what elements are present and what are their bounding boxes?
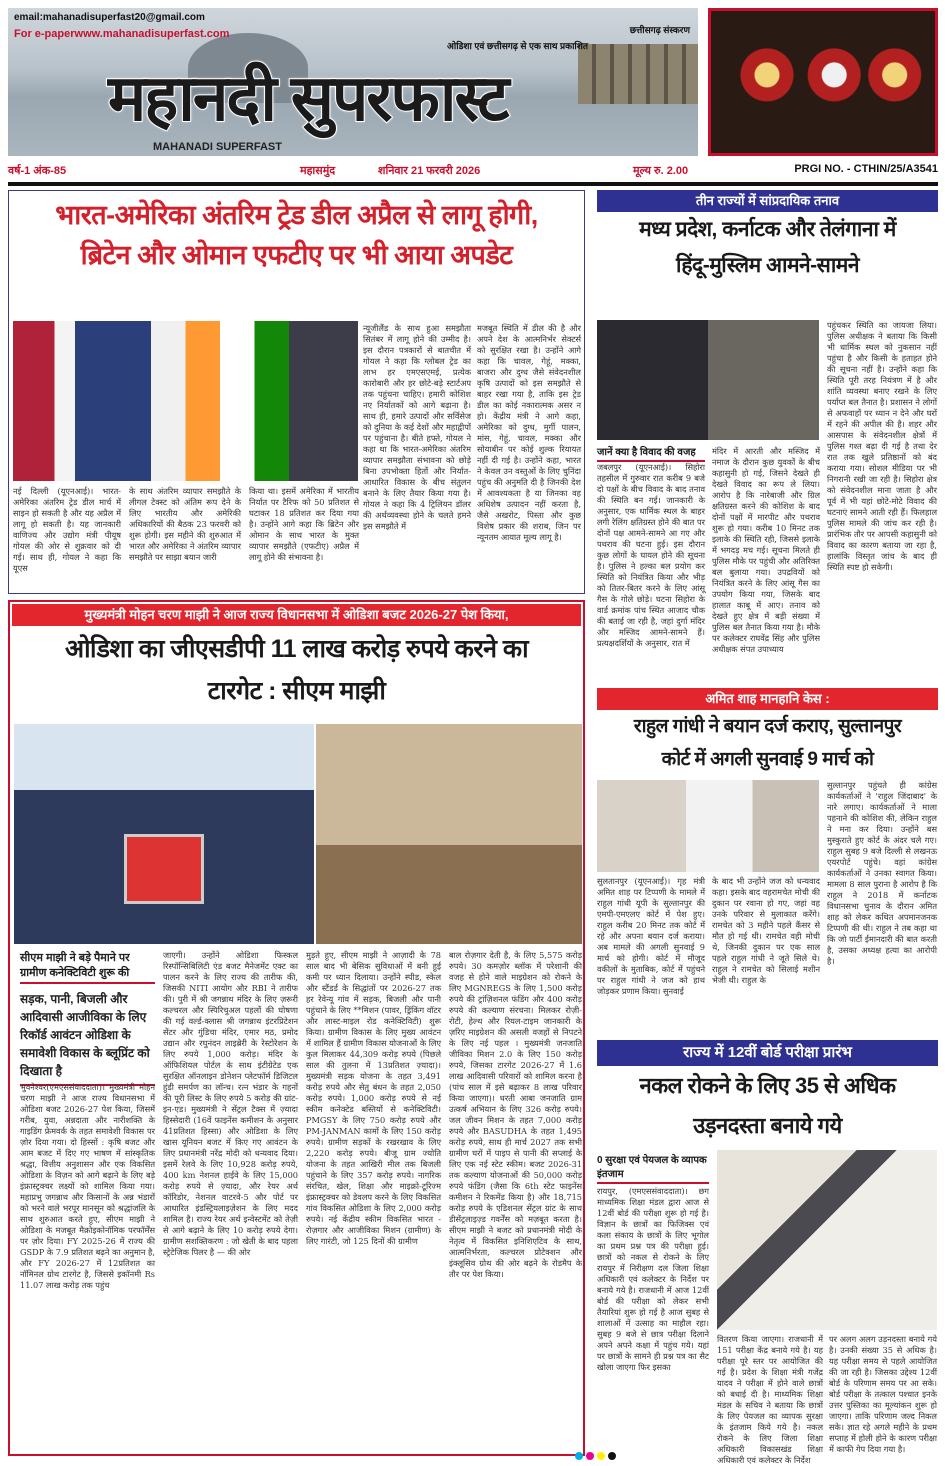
budget-briefcase [124,834,204,904]
registration-dot-cyan [575,1452,583,1460]
subheading-block [20,950,155,984]
prgi-number: PRGI NO. - CTHIN/25/A3541 [794,163,938,175]
subheading-line: सीएम माझी ने बड़े पैमाने पर [20,952,130,964]
header-rule [8,182,938,186]
subheading: 0 सुरक्षा एवं पेयजल के व्यापक इंतजाम [597,1152,709,1184]
city: महासमुंद [300,165,336,177]
masthead-dam-image [578,44,698,104]
article-column: पहुंचकर स्थिति का जायजा लिया। पुलिस अधीक्षक ने बताया कि किसी भी धार्मिक स्थल को नुकसान नहीं पहुंचा है और किसी के हताहत होने की सूचना नहीं है। उन्होंने कहा कि स्थिति पूरी तरह नियंत्रण में है और शांति व्यवस्था बनाए रखने के लिए पर्याप्त बल तैनात है। प्रशासन ने लोगों से अफवाहों पर ध्यान न देने और घरों में रहने की अपील की है। शहर और आसपास के संवेदनशील क्षेत्रों में पुलिस गश्त बढ़ा दी गई है तथा देर रात तक खुले प्रतिष्ठानों को बंद कराया गया। सोशल मीडिया पर भी निगरानी रखी जा रही है। सिहोरा क्षेत्र को संवेदनशील माना जाता है और पूर्व में भी यहां छोटे-मोटे विवाद की घटनाएं सामने आती रही हैं। फिलहाल पुलिस मामले की जांच कर रही है। प्रारंभिक तौर पर आपसी कहासुनी को विवाद का कारण बताया जा रहा है, हालांकि विस्तृत जांच के बाद ही स्थिति स्पष्ट हो सकेगी। [827,320,937,572]
article-column: भुवनेश्वर(एमएससंवाददाता)। मुख्यमंत्री मोहन चरण माझी ने आज राज्य विधानसभा में ओडिशा बजट 2026-27 पेश किया, जिसमें गरीब, युवा, अन्नदाता और नारीशक्ति के गाइडिंग फ्रेमवर्क के तहत समावेशी विकास पर ज़ोर दिया गया। दो हिस्सों : कृषि बजट और आम बजट में दिए गए भाषण में सांस्कृतिक श्रद्धा, वित्तीय अनुशासन और एक विकसित ओडिशा के विज़न को आगे बढ़ाने के लिए बड़े इंफ्रास्ट्रक्चर लक्ष्यों को शामिल किया गया। महाप्रभु जगन्नाथ और किसानों के अन्न भंडारों को भरने वाले भरपूर मानसून को श्रद्धांजलि के साथ शुरुआत करते हुए, सीएम माझी ने ओडिशा के मजबूत मैक्रोइकोनॉमिक परफॉर्मेंस पर ज़ोर दिया। FY 2025-26 में राज्य की GSDP के 7.9 प्रतिशत बढ़ने का अनुमान है, और FY 2026-27 में 12प्रतिशत का नॉमिनल ग्रोथ टारगेट है, जिससे इकॉनमी Rs 11.07 लाख करोड़ तक पहुंच [20,1082,155,1290]
pull-quote: सड़क, पानी, बिजली और आदिवासी आजीविका के लिए रिकॉर्ड आवंटन ओडिशा के समावेशी विकास के ब्लूप्रिंट को दिखाता है [20,990,155,1086]
article-column: बाल रोज़गार देती है, के लिए 5,575 करोड़ रुपये। 30 कमज़ोर ब्लॉक में परेशानी की वजह से होने वाले माइग्रेशन को रोकने के लिए MGNREGS के लिए 1,500 करोड़ रुपये की ट्रांज़िशनल फंडिंग और 400 करोड़ रुपये की कल्याण संरचना। मिलकर रोज़ी-रोटी, हेल्थ और रियल-टाइम जानकारी के ज़रिए माइग्रेशन की असली वजहों से निपटने के लिए नई पहल । मुख्यमंत्री जनजाति जीविका मिशन 2.0 के लिए 150 करोड़ रुपये, जिसका टारगेट 2026-27 में 1.6 लाख आदिवासी परिवारों को शामिल करना है (पांच साल में इसे बढ़ाकर 8 लाख परिवार किया जाएगा)। धरती आबा जनजाति ग्राम उत्कर्ष अभियान के लिए 326 करोड़ रुपये। जल जीवन मिशन के तहत 7,000 करोड़ रुपये और BASUDHA के तहत 1,495 करोड़ रुपये, साथ ही मार्च 2027 तक सभी ग्रामीण घरों में पाइप से पानी की सप्लाई के लिए एक नई स्टेट स्कीम। बजट 2026-31 तक कल्याण योजनाओं की 50,000 करोड़ रुपये फंडिंग (जैसा कि 6th स्टेट फाइनेंस कमीशन ने रिकमेंड किया है) और 18,715 करोड़ रुपये के एडिशनल सेंट्रल ग्रांट के साथ डीसेंट्रलाइज़्ड गवर्नेंस को मज़बूत करता है। सीएम माझी ने बजट को प्रधानमंत्री मोदी के नेतृत्व में विकसित इनिशिएटिव के साथ, आत्मनिर्भरता, कल्चरल प्रोटेक्शन और इंक्लूसिव ग्रोथ की ओर बढ़ने के रोडमैप के तौर पर पेश किया। [449,950,582,1279]
assembly-photo [316,724,582,944]
info-bar [8,160,938,180]
headline-line: हिंदू-मुस्लिम आमने-सामने [675,254,860,277]
headline-line: कोर्ट में अगली सुनवाई 9 मार्च को [661,749,874,770]
volume-issue: वर्ष-1 अंक-85 [8,165,67,177]
rahul-gandhi-photo [597,780,819,872]
story-communal-tension [597,190,938,678]
registration-dot-magenta [586,1452,594,1460]
epaper-link[interactable]: For e-paperwww.mahanadisuperfast.com [14,28,230,40]
headline-line: ओडिशा का जीएसडीपी 11 लाख करोड़ रुपये करने का [64,635,529,663]
exam-hall-photo [717,1150,937,1330]
article-column: मंदिर में आरती और मस्जिद में नमाज के दौरान कुछ युवकों के बीच कहासुनी हो गई, जिसने देखते ही देखते विवाद का रूप ले लिया। आरोप है कि नारेबाजी और ग्रिल क्षतिग्रस्त करने की कोशिश के बाद दोनों पक्षों में मारपीट और पथराव शुरू हो गया। करीब 10 मिनट तक इलाके की स्थिति रही, जिससे इलाके में भगदड़ मच गई। सूचना मिलते ही पुलिस मौके पर पहुंची और अतिरिक्त बल बुलाया गया। उपद्रवियों को नियंत्रित करने के लिए आंसू गैस का उपयोग किया गया, जिसके बाद हालात काबू में आए। तनाव को देखते हुए क्षेत्र में बड़ी संख्या में पुलिस बल तैनात किया गया है। मौके पर कलेक्टर राघवेंद्र सिंह और पुलिस अधीक्षक संपत उपाध्याय [712,446,820,654]
article-column: के बाद भी उन्होंने जज को धन्यवाद कहा। इसके बाद वहरामचेत मोची की दुकान पर रवाना हो गए, जहां वह उनके परिवार से मुलाकात करेंगे। रामचेत को 3 महीने पहले कैंसर से मौत हो गई थी। रामचेत वही मोची थे, जिनकी दुकान पर एक साल पहले राहुल गांधी ने जूते सिले थे। राहुल ने रामचेत को सिलाई मशीन भेजी थी। राहुल के [712,876,820,985]
newspaper-logo: महानदी सुपरफास्ट [108,62,508,134]
headline-line: उड़नदस्ता बनाये गये [693,1113,842,1138]
email-address[interactable]: email:mahanadisuperfast20@gmail.com [14,12,205,23]
clash-photo [597,320,819,440]
headline-line: नकल रोकने के लिए 35 से अधिक [639,1073,896,1098]
story-trade-deal [8,190,585,594]
article-column: रायपुर, (एमएससंवाददाता)। छग माध्यमिक शिक्षा मंडल द्वारा आज से 12वीं बोर्ड की परीक्षा शुरू हो गई है। विज्ञान के छात्रों का फिजिक्स एवं कला संकाय के छात्रों के लिए भूगोल का प्रथम प्रश्न पत्र की परीक्षा हुई। छात्रों को नकल से रोकने के लिए रायपुर में निरीक्षण दल जिला शिक्षा अधिकारी एवं कलेक्टर के निर्देश पर बनाये गये है। राजधानी में आज 12वीं बोर्ड की परीक्षा को लेकर सभी तैयारियां शुरू हो गई है आज सुबह से शालाओं में उत्साह का माहौल रहा। सुबह 9 बजे से छात्र परीक्षा दिलाने अपने अपने कक्षा में पहुंच गये। यहां पर छात्रों के सामने ही प्रश्न पत्र का सैट खोला जाएगा फिर इसका [597,1186,709,1372]
registration-dot-yellow [597,1452,605,1460]
story-odisha-budget [8,600,585,1456]
trade-deal-photo [13,321,358,481]
publication-date: शनिवार 21 फरवरी 2026 [378,165,481,177]
tagline: ओडिशा एवं छत्तीसगढ़ से एक साथ प्रकाशित [447,41,588,51]
article-column: वितरण किया जाएगा। राजधानी में 151 परीक्षा केंद्र बनाये गये है। यह परीक्षा पूरे स्तर पर आयोजित की गई है। प्रदेश के शिक्षा मंत्री गजेंद्र यादव ने परीक्षा में होने वाले छात्रों को बधाई दी है। माध्यमिक शिक्षा मंडल के सचिव ने बताया कि छात्रों के लिए पेयजल का व्यापक सुरक्षा के इंतजाम किये गये है। नकल रोकने के लिए जिला शिक्षा अधिकारी विकासखंड शिक्षा अधिकारी एवं कलेक्टर के निर्देश [717,1334,823,1465]
article-column: पर अलग अलग उड़नदस्ता बनाये गये है। उनकी संख्या 35 से अधिक है। यह परीक्षा समय से पहले आयोजित की जा रही है। जिसका उद्देश्य 12वीं बोर्ड के परिणाम समय पर आ सके। बोर्ड परीक्षा के तत्काल पश्चात इनके उत्तर पुस्तिका का मूल्यांकन शुरू हो जाएगा। ताकि परिणाम जल्द निकल सके। ज्ञात रहे अगले महीने के प्रथम सप्ताह में होली होने के कारण परीक्षा में काफी गेप दिया गया है। [829,1334,937,1454]
headline-line: राहुल गांधी ने बयान दर्ज कराए, सुल्तानपुर [633,716,902,737]
subheading: जानें क्या है विवाद की वजह [597,444,705,462]
newspaper-logo-english: MAHANADI SUPERFAST [153,141,282,153]
budget-presentation-photo [14,724,314,944]
kicker: अमित शाह मानहानि केस : [597,688,938,710]
deity-image [708,8,938,156]
price: मूल्य रु. 2.00 [633,165,689,177]
article-column: न्यूजीलैंड के साथ हुआ समझौता सितंबर में लागू होने की उम्मीद है। इस दौरान पत्रकारों से बातचीत में गोयल ने कहा कि ग्लोबल ट्रेड का लाभ हर एमएसएमई, प्रत्येक कारोबारी और हर छोटे-बड़े स्टार्टअप तक पहुंचना चाहिए। हमारी कोशिश नए निर्यातकों को आगे बढ़ाना है। साथ ही, हमारे उत्पादों और सर्विसेज को दुनिया के कई देशों और महाद्वीपों पर पहुंचाना है। बीते हफ्ते, गोयल ने कहा था कि भारत-अमेरिका अंतरिम व्यापार समझौता संभावना को छोड़े बिना उपभोक्ता हितों और निर्यात-आधारित विकास के बीच संतुलन बनाने के लिए तैयार किया गया है। गोयल ने कहा कि 4 ट्रिलियन डॉलर की अर्थव्यवस्था होने के चलते हमने इस समझौते में [363,323,471,531]
masthead [8,8,698,156]
article-column: किया था। इसमें अमेरिका में भारतीय निर्यात पर टैरिफ को 50 प्रतिशत से घटाकर 18 प्रतिशत कर दिया गया है। उन्होंने आगे कहा कि ब्रिटेन और ओमान के साथ भारत के मुक्त व्यापार समझौते (एफटीए) अप्रैल में लागू होने की संभावना है। [249,486,359,562]
headline-line: ब्रिटेन और ओमान एफटीए पर भी आया अपडेट [80,240,513,270]
article-column: नई दिल्ली (यूएनआई)। भारत-अमेरिका अंतरिम ट्रेड डील मार्च में साइन हो सकती है और यह अप्रैल में लागू हो सकती है। यह जानकारी वाणिज्य और उद्योग मंत्री पीयूष गोयल की ओर से शुक्रवार को दी गई। साथ ही, गोयल ने कहा कि यूएस [13,486,121,573]
headline-line: मध्य प्रदेश, कर्नाटक और तेलंगाना में [639,218,896,241]
article-column: मुड़ते हुए, सीएम माझी ने आज़ादी के 78 साल बाद भी बेसिक सुविधाओं में बनी हुई कमी पर ध्यान दिलाया। उन्होंने स्पीड, स्केल और स्टैंडर्ड के सिद्धांतों पर 2026-27 तक हर रेवेन्यू गांव में सड़क, बिजली और पानी पहुंचाने के लिए **मिशन (पावर, ड्रिंकिंग वॉटर और लास्ट-माइल रोड कनेक्टिविटी) शुरू किया। ग्रामीण विकास के लिए मुख्य आवंटन में शामिल हैं ग्रामीण विकास योजनाओं के लिए कुल मिलाकर 44,309 करोड़ रुपये (पिछले साल की तुलना में 13प्रतिशत ज़्यादा)। मुख्यमंत्री सड़क योजना के तहत 3,491 करोड़ रुपये और सेतु बंधन के तहत 2,050 करोड़ रुपये। 1,000 करोड़ रुपये से नई स्कीम कनेक्टेड बस्तियों से कनेक्टिविटी। PMGSY के लिए 750 करोड़ रुपये और PM-JANMAN कामों के लिए 150 करोड़ रुपये। ग्रामीण सड़कों के रखरखाव के लिए 2,220 करोड़ रुपये। बीजू ग्राम ज्योति योजना के तहत आखिरी मील तक बिजली पहुंचाने के लिए 357 करोड़ रुपये। नागरिक संरचित, खेल, शिक्षा और माइक्रो-टूरिज्म इंफ्रास्ट्रक्चर को डेवलप करने के लिए विकसित गांव विकसित ओडिशा के लिए 2,000 करोड़ रुपये। नई केंद्रीय स्कीम विकसित भारत - रोज़गार और आजीविका मिशन (ग्रामीण) के लिए गारंटी, जो 125 दिनों की ग्रामीण [306,950,441,1246]
headline-line: टारगेट : सीएम माझी [207,677,386,705]
kicker: राज्य में 12वीं बोर्ड परीक्षा प्रारंभ [597,1040,938,1066]
kicker: मुख्यमंत्री मोहन चरण माझी ने आज राज्य विधानसभा में ओडिशा बजट 2026-27 पेश किया, [12,604,581,626]
article-column: मजबूत स्थिति में डील की है और अपने देश के आत्मनिर्भर सेक्टर्स को सुरक्षित रखा है। उन्होंने आगे कहा कि चावल, गेहूं, मक्का, बाजरा और दुग्ध जैसे संवेदनशील कृषि उत्पादों को इस समझौते से बाहर रखा गया है, ताकि इस ट्रेड डील का कोई नकारात्मक असर न हो। केंद्रीय मंत्री ने आगे कहा, अमेरिका को दुग्ध, मुर्गी पालन, मांस, गेहूं, चावल, मक्का और सोयाबीन पर कोई शुल्क रियायत नहीं दी गई है। उन्होंने कहा, भारत ने केवल उन वस्तुओं के लिए चुनिंदा पहुंच की अनुमति दी है जिनकी देश में आवश्यकता है या जिनका वह अधिशेष उत्पादन नहीं करता है, जैसे अखरोट, पिस्ता और कुछ विशेष प्रकार की शराब, जिन पर न्यूनतम आयात मूल्य लागू है। [477,323,581,542]
edition-label: छत्तीसगढ़ संस्करण [629,25,690,35]
registration-dot-black [608,1452,616,1460]
subheading-line: ग्रामीण कनेक्टिविटी शुरू की [20,965,155,984]
story-board-exams [597,1040,938,1465]
article-column: सुलतानपुर (यूएनआई)। गृह मंत्री अमित शाह पर टिप्पणी के मामले में राहुल गांधी यूपी के सुल्तानपुर की एमपी-एमएलए कोर्ट में पेश हुए। राहुल करीब 20 मिनट तक कोर्ट में रहे और अपना बयान दर्ज कराया। अब मामले की अगली सुनवाई 9 मार्च को होगी। कोर्ट में मौजूद वकीलों के मुताबिक, कोर्ट में पहुंचने पर राहुल गांधी ने जज को हाथ जोड़कर प्रणाम किया। सुनवाई [597,876,705,996]
article-column: जाएगी। उन्होंने ओडिशा फिस्कल रिस्पॉन्सिबिलिटी एंड बजट मैनेजमेंट एक्ट का पालन करने के लिए राज्य की तारीफ की, जिसकी NITI आयोग और RBI ने तारीफ की। पुरी में श्री जगन्नाथ मंदिर के लिए ज़रूरी कल्चरल और स्पिरिचुअल पहलों की घोषणा की गई वर्ल्ड-क्लास श्री जगन्नाथ इंटरप्रिटेशन सेंटर और गुंडिचा मंदिर, एमार मठ, प्रमोद उद्यान और रघुनंदन लाइब्रेरी के रेस्टोरेशन के लिए रुपये 1,000 करोड़। मंदिर के ऑफिशियल पोर्टल के साथ इंटीग्रेटेड एक सुरक्षित ऑनलाइन डोनेशन प्लेटफॉर्म डिजिटल हुंडी समर्पण का लॉन्च। रत्न भंडार के गहनों की पूरी लिस्ट के लिए रुपये 5 करोड़ की ग्रांट-इन-एड। मुख्यमंत्री ने सेंट्रल टैक्स में ज़्यादा हिस्सेदारी (16वें फाइनेंस कमीशन के अनुसार 41प्रतिशत हिस्सा) और ओडिशा के लिए खास यूनियन बजट में किए गए आवंटन के लिए प्रधानमंत्री नरेंद्र मोदी को धन्यवाद दिया। इसमें रेलवे के लिए 10,928 करोड़ रुपये, 400 km नेशनल हाईवे के लिए 15,000 करोड़ रुपये से ज़्यादा, और रेयर अर्थ कॉरिडोर, नेशनल वाटरवे-5 और पोर्ट पर आधारित इंडस्ट्रियलाइज़ेशन के लिए मदद शामिल है। राज्य रेयर अर्थ इन्वेस्टमेंट को तेज़ी से आगे बढ़ाने के लिए 10 करोड़ रुपये देगा। ग्रामीण सशक्तिकरण : जो खेती के बाद पहला स्ट्रेटेजिक पिलर है — की ओर [163,950,298,1257]
headline-line: भारत-अमेरिका अंतरिम ट्रेड डील अप्रैल से लागू होगी, [55,200,538,230]
story-rahul-gandhi [597,688,938,1028]
article-column: जबलपुर (यूएनआई)। सिहोरा तहसील में गुरुवार रात करीब 9 बजे दो पक्षों के बीच विवाद के बाद तनाव की स्थिति बन गई। जानकारी के अनुसार, एक धार्मिक स्थल के बाहर लगी रेलिंग क्षतिग्रस्त होने की बात पर दोनों पक्ष आमने-सामने आ गए और पथराव की घटना हुई। इस दौरान कुछ लोगों के घायल होने की सूचना है। पुलिस ने हल्का बल प्रयोग कर स्थिति को नियंत्रित किया और भीड़ को तितर-बितर करने के लिए आंसू गैस के गोले छोड़े। घटना सिहोरा के वार्ड क्रमांक पांच स्थित आजाद चौक की बताई जा रही है, जहां दुर्गा मंदिर और मस्जिद आमने-सामने हैं। प्रत्यक्षदर्शियों के अनुसार, रात में [597,462,705,648]
article-column: सुल्तानपुर पहुंचते ही कांग्रेस कार्यकर्ताओं ने 'राहुल जिंदाबाद' के नारे लगाए। कार्यकर्ताओं ने माला पहनाने की कोशिश की, लेकिन राहुल ने मना कर दिया। उन्होंने बस मुस्कुराते हुए कोर्ट के अंदर चले गए। राहुल सुबह 9 बजे दिल्ली से लखनऊ एयरपोर्ट पहुंचे। वहां कांग्रेस कार्यकर्ताओं ने उनका स्वागत किया। मामला 8 साल पुराना है आरोप है कि राहुल ने 2018 में कर्नाटक विधानसभा चुनाव के दौरान अमित शाह को लेकर कथित अपमानजनक टिप्पणी की थी। राहुल ने तब कहा था कि जो पार्टी ईमानदारी की बात करती है, उसका अध्यक्ष हत्या का आरोपी है। [827,780,937,966]
article-column: के साथ अंतरिम व्यापार समझौते के लीगल टेक्स्ट को अंतिम रूप देने के लिए भारतीय और अमेरिकी अधिकारियों की बैठक 23 फरवरी को शुरू होगी। इस महीने की शुरुआत में भारत और अमेरिका ने अंतरिम व्यापार समझौते पर साझा बयान जारी [129,486,241,562]
story-trade-deal-headline [9,191,584,275]
kicker: तीन राज्यों में सांप्रदायिक तनाव [597,190,938,212]
